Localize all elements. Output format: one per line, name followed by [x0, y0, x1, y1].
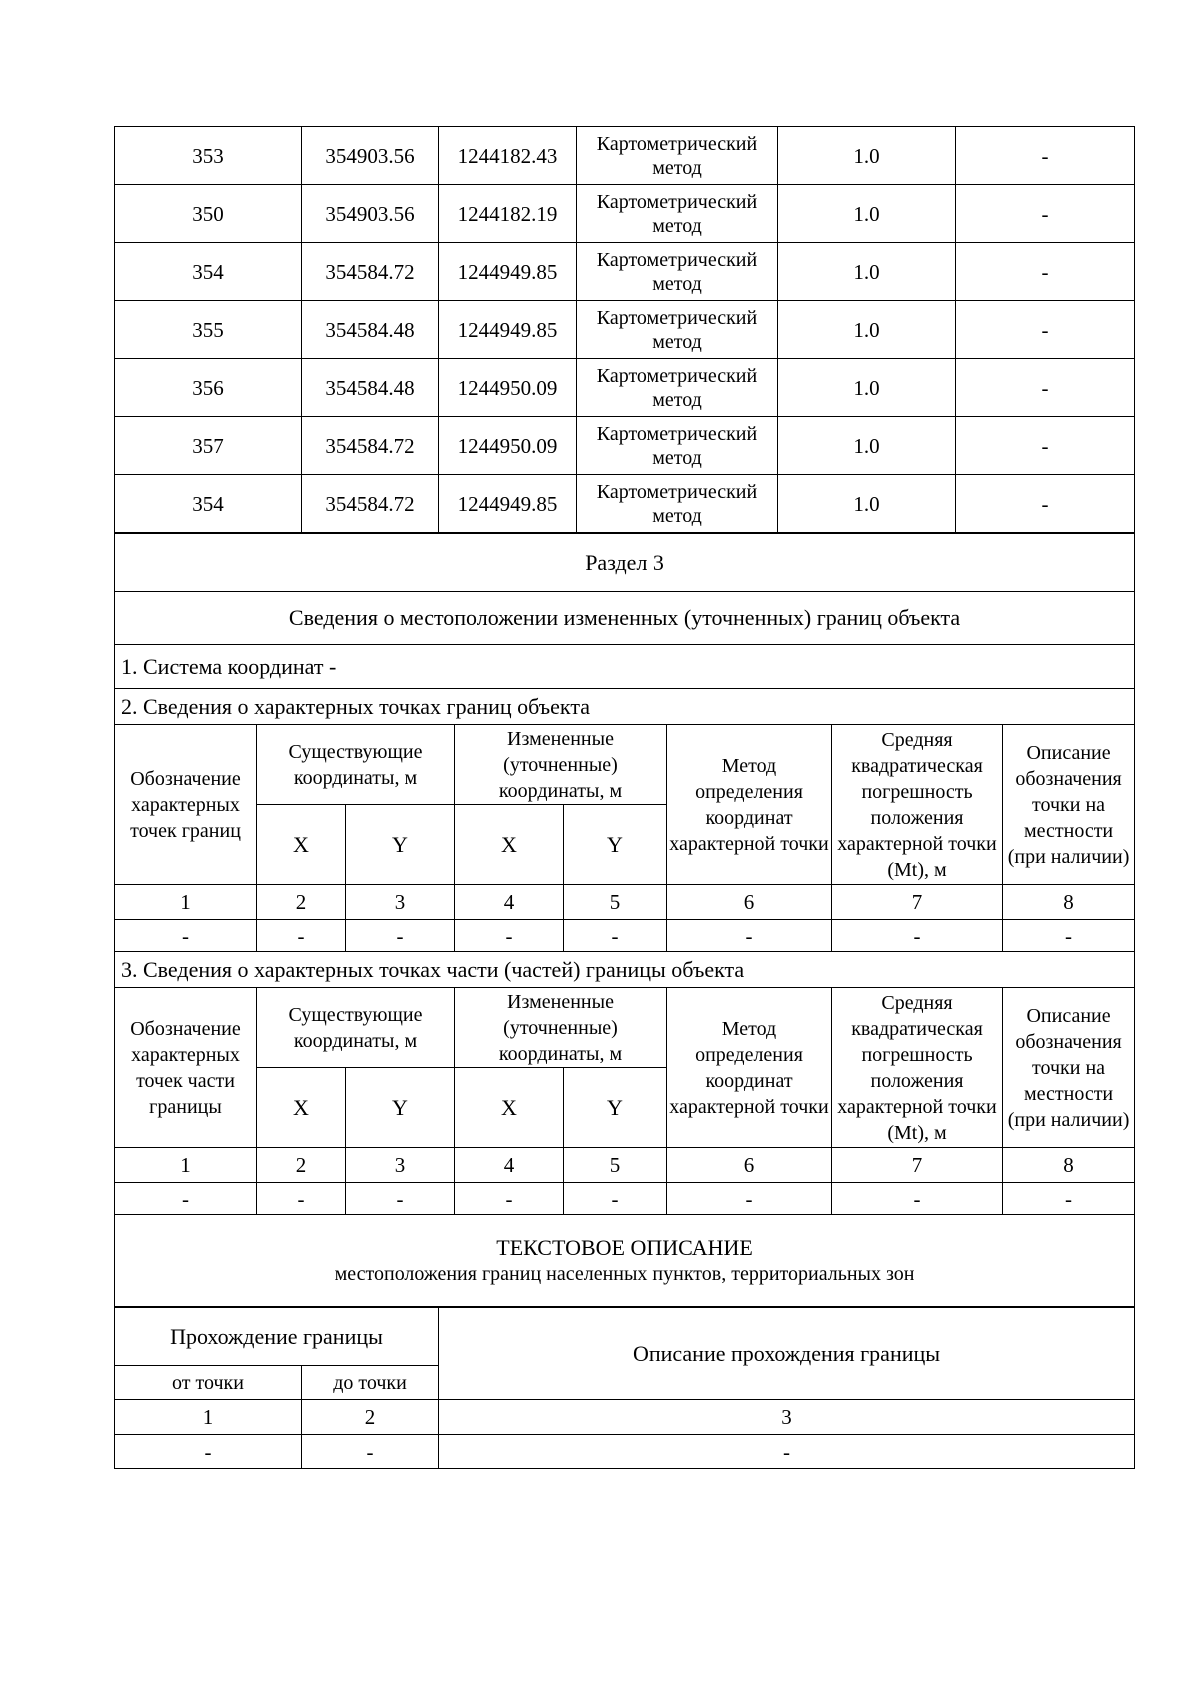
empty-cell: - — [564, 1183, 667, 1215]
header-existing-y: Y — [346, 805, 455, 885]
coordinate-row — [115, 127, 1135, 185]
mt-value: 1.0 — [778, 127, 956, 185]
coord-y: 1244950.09 — [439, 417, 577, 475]
mt-value: 1.0 — [778, 185, 956, 243]
header-description: Описание обозначения точки на местности (при наличии) — [1003, 988, 1135, 1148]
header-error: Средняя квадратическая погрешность положения характерной точки (Mt), м — [832, 725, 1003, 885]
coordinate-row — [115, 417, 1135, 475]
point-description: - — [956, 301, 1135, 359]
col-number: 1 — [115, 885, 257, 920]
empty-cell: - — [1003, 1183, 1135, 1215]
empty-cell: - — [832, 1183, 1003, 1215]
col-number: 5 — [564, 1148, 667, 1183]
column-number-row — [115, 885, 1135, 920]
header-method: Метод определения координат характерной точки — [667, 988, 832, 1148]
header-to-point: до точки — [302, 1366, 439, 1400]
header-existing-x: X — [257, 1068, 346, 1148]
coord-y: 1244949.85 — [439, 243, 577, 301]
header-existing-x: X — [257, 805, 346, 885]
parts-heading: 3. Сведения о характерных точках части (частей) границы объекта — [115, 952, 1135, 988]
col-number: 3 — [346, 1148, 455, 1183]
col-number: 3 — [346, 885, 455, 920]
points-heading: 2. Сведения о характерных точках границ объекта — [115, 689, 1135, 725]
coord-x: 354584.72 — [302, 475, 439, 533]
empty-data-row — [115, 1435, 1135, 1469]
section-subtitle: Сведения о местоположении измененных (уточненных) границ объекта — [115, 592, 1135, 645]
coord-x: 354584.48 — [302, 359, 439, 417]
point-number: 356 — [115, 359, 302, 417]
point-description: - — [956, 359, 1135, 417]
method: Картометрический метод — [577, 417, 778, 475]
coord-x: 354584.72 — [302, 243, 439, 301]
empty-data-row — [115, 920, 1135, 952]
empty-cell: - — [115, 1435, 302, 1469]
header-existing-coords: Существующие координаты, м — [257, 725, 455, 805]
point-number: 355 — [115, 301, 302, 359]
method: Картометрический метод — [577, 301, 778, 359]
header-changed-y: Y — [564, 805, 667, 885]
coord-x: 354584.48 — [302, 301, 439, 359]
document-sheet — [114, 126, 1134, 1469]
coordinate-system: 1. Система координат - — [115, 645, 1135, 689]
point-number: 354 — [115, 475, 302, 533]
header-designation: Обозначение характерных точек части границы — [115, 988, 257, 1148]
coord-y: 1244182.43 — [439, 127, 577, 185]
empty-cell: - — [115, 1183, 257, 1215]
header-changed-coords: Измененные (уточненные) координаты, м — [455, 988, 667, 1068]
header-passage-description: Описание прохождения границы — [439, 1308, 1135, 1400]
section-title: Раздел 3 — [115, 534, 1135, 592]
col-number: 7 — [832, 1148, 1003, 1183]
header-error: Средняя квадратическая погрешность положения характерной точки (Mt), м — [832, 988, 1003, 1148]
col-number: 7 — [832, 885, 1003, 920]
col-number: 8 — [1003, 1148, 1135, 1183]
point-number: 353 — [115, 127, 302, 185]
header-designation: Обозначение характерных точек границ — [115, 725, 257, 885]
coordinate-row — [115, 243, 1135, 301]
section3-table — [114, 533, 1135, 1307]
column-number-row — [115, 1400, 1135, 1435]
col-number: 3 — [439, 1400, 1135, 1435]
col-number: 4 — [455, 885, 564, 920]
coord-y: 1244182.19 — [439, 185, 577, 243]
empty-cell: - — [667, 920, 832, 952]
empty-cell: - — [346, 1183, 455, 1215]
boundary-passage-table — [114, 1307, 1135, 1469]
text-description-subtitle: местоположения границ населенных пунктов, территориальных зон — [334, 1262, 915, 1285]
empty-cell: - — [455, 920, 564, 952]
text-description-header — [115, 1215, 1135, 1307]
column-number-row — [115, 1148, 1135, 1183]
coord-y: 1244949.85 — [439, 301, 577, 359]
coordinates-table — [114, 126, 1135, 533]
header-existing-y: Y — [346, 1068, 455, 1148]
point-description: - — [956, 127, 1135, 185]
col-number: 1 — [115, 1400, 302, 1435]
method: Картометрический метод — [577, 359, 778, 417]
col-number: 5 — [564, 885, 667, 920]
col-number: 2 — [257, 1148, 346, 1183]
point-description: - — [956, 243, 1135, 301]
coord-y: 1244950.09 — [439, 359, 577, 417]
coordinate-row — [115, 475, 1135, 533]
method: Картометрический метод — [577, 475, 778, 533]
col-number: 2 — [302, 1400, 439, 1435]
empty-cell: - — [455, 1183, 564, 1215]
header-method: Метод определения координат характерной точки — [667, 725, 832, 885]
coordinate-row — [115, 301, 1135, 359]
empty-cell: - — [439, 1435, 1135, 1469]
empty-data-row — [115, 1183, 1135, 1215]
col-number: 2 — [257, 885, 346, 920]
empty-cell: - — [346, 920, 455, 952]
mt-value: 1.0 — [778, 417, 956, 475]
point-description: - — [956, 475, 1135, 533]
empty-cell: - — [302, 1435, 439, 1469]
coordinate-row — [115, 359, 1135, 417]
coord-x: 354903.56 — [302, 127, 439, 185]
empty-cell: - — [257, 1183, 346, 1215]
header-description: Описание обозначения точки на местности (при наличии) — [1003, 725, 1135, 885]
header-from-point: от точки — [115, 1366, 302, 1400]
header-existing-coords: Существующие координаты, м — [257, 988, 455, 1068]
header-changed-x: X — [455, 805, 564, 885]
method: Картометрический метод — [577, 185, 778, 243]
coord-x: 354584.72 — [302, 417, 439, 475]
empty-cell: - — [667, 1183, 832, 1215]
point-number: 357 — [115, 417, 302, 475]
method: Картометрический метод — [577, 243, 778, 301]
point-number: 350 — [115, 185, 302, 243]
coordinate-row — [115, 185, 1135, 243]
col-number: 6 — [667, 1148, 832, 1183]
method: Картометрический метод — [577, 127, 778, 185]
coord-y: 1244949.85 — [439, 475, 577, 533]
empty-cell: - — [257, 920, 346, 952]
mt-value: 1.0 — [778, 475, 956, 533]
mt-value: 1.0 — [778, 359, 956, 417]
col-number: 8 — [1003, 885, 1135, 920]
empty-cell: - — [1003, 920, 1135, 952]
text-description-title: ТЕКСТОВОЕ ОПИСАНИЕ — [496, 1234, 753, 1260]
point-number: 354 — [115, 243, 302, 301]
header-passage: Прохождение границы — [115, 1308, 439, 1366]
col-number: 4 — [455, 1148, 564, 1183]
empty-cell: - — [832, 920, 1003, 952]
point-description: - — [956, 185, 1135, 243]
point-description: - — [956, 417, 1135, 475]
header-changed-x: X — [455, 1068, 564, 1148]
mt-value: 1.0 — [778, 301, 956, 359]
col-number: 6 — [667, 885, 832, 920]
mt-value: 1.0 — [778, 243, 956, 301]
header-changed-y: Y — [564, 1068, 667, 1148]
header-changed-coords: Измененные (уточненные) координаты, м — [455, 725, 667, 805]
empty-cell: - — [115, 920, 257, 952]
col-number: 1 — [115, 1148, 257, 1183]
coord-x: 354903.56 — [302, 185, 439, 243]
empty-cell: - — [564, 920, 667, 952]
